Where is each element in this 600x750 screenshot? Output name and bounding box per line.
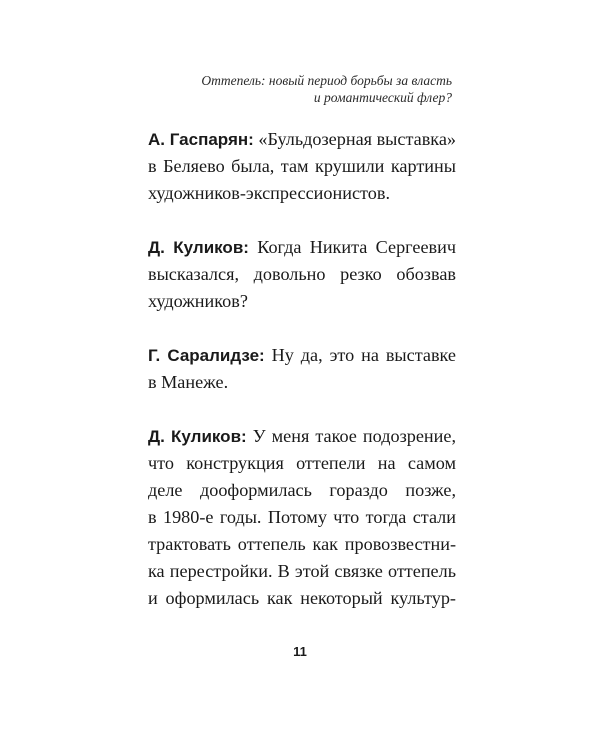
- speaker-name: Д. Куликов:: [148, 427, 247, 446]
- text-line: что конструкция оттепели на самом: [148, 453, 456, 473]
- dialogue-paragraph: [148, 423, 456, 612]
- text-line: в Манеже.: [148, 372, 229, 392]
- text-line: деле дооформилась гораздо позже,: [148, 480, 456, 500]
- text-line: в 1980-е годы. Потому что тогда стали: [148, 507, 456, 527]
- text-line: Ну да, это на выставке: [271, 345, 456, 365]
- text-line: высказался, довольно резко обозвав: [148, 264, 456, 284]
- speaker-name: Г. Саралидзе:: [148, 346, 265, 365]
- text-line: и оформилась как некоторый культур-: [148, 588, 456, 608]
- running-head-line-1: Оттепель: новый период борьбы за власть: [201, 73, 452, 88]
- text-line: художников?: [148, 291, 248, 311]
- dialogue-paragraph: [148, 126, 456, 207]
- text-line: художников-экспрессионистов.: [148, 183, 390, 203]
- text-line: У меня такое подозрение,: [252, 426, 456, 446]
- text-line: Когда Никита Сергеевич: [257, 237, 457, 257]
- speaker-name: А. Гаспарян:: [148, 130, 254, 149]
- dialogue-paragraph: [148, 342, 456, 396]
- text-line: трактовать оттепель как провозвестни-: [148, 534, 456, 554]
- dialogue-paragraph: [148, 234, 456, 315]
- text-line: в Беляево была, там крушили картины: [148, 156, 456, 176]
- page-number: 11: [293, 644, 307, 659]
- dialogue-text: [148, 126, 456, 639]
- running-head: [140, 72, 452, 106]
- running-head-line-2: и романтический флер?: [313, 90, 452, 105]
- text-line: ка перестройки. В этой связке оттепель: [148, 561, 456, 581]
- text-line: «Бульдозерная выставка»: [258, 129, 457, 149]
- speaker-name: Д. Куликов:: [148, 238, 249, 257]
